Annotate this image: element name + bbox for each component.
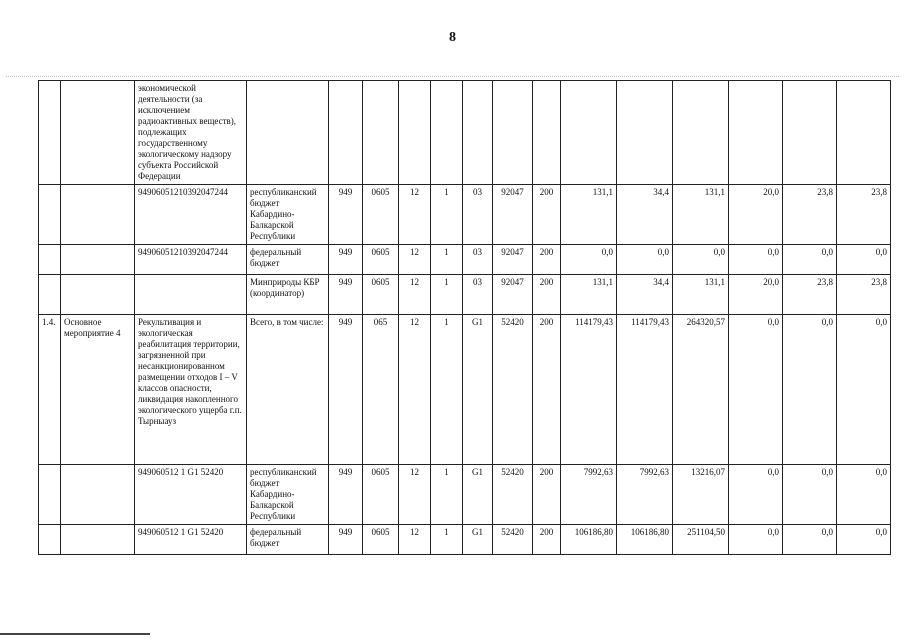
value-6: 0,0 <box>837 465 891 525</box>
program-code <box>399 81 431 185</box>
event-code <box>463 81 493 185</box>
value-5 <box>783 81 837 185</box>
table-row <box>39 465 891 525</box>
funding-source: Всего, в том числе: <box>247 315 329 465</box>
value-3: 13216,07 <box>673 465 729 525</box>
value-3 <box>673 81 729 185</box>
value-5: 0,0 <box>783 245 837 275</box>
value-1: 106186,80 <box>561 525 617 555</box>
grbs-code: 949 <box>329 465 363 525</box>
funding-source <box>247 81 329 185</box>
expense-type-code: 200 <box>533 185 561 245</box>
table-row <box>39 185 891 245</box>
activity-name <box>61 525 135 555</box>
activity-name <box>61 465 135 525</box>
section-code: 0605 <box>363 185 399 245</box>
value-4: 0,0 <box>729 525 783 555</box>
value-5: 0,0 <box>783 315 837 465</box>
subprogram-code: 1 <box>431 465 463 525</box>
value-6: 0,0 <box>837 315 891 465</box>
funding-source: республиканский бюджет Кабардино-Балкарской Республики <box>247 465 329 525</box>
event-code: G1 <box>463 525 493 555</box>
activity-name <box>61 185 135 245</box>
value-1: 131,1 <box>561 275 617 315</box>
value-6: 0,0 <box>837 525 891 555</box>
event-code: 03 <box>463 185 493 245</box>
value-6: 23,8 <box>837 275 891 315</box>
expense-type-code: 200 <box>533 525 561 555</box>
value-2 <box>617 81 673 185</box>
section-code: 0605 <box>363 525 399 555</box>
table-row <box>39 315 891 465</box>
value-2: 34,4 <box>617 185 673 245</box>
grbs-code: 949 <box>329 525 363 555</box>
activity-name <box>61 275 135 315</box>
direction-code: 52420 <box>493 525 533 555</box>
value-5: 0,0 <box>783 525 837 555</box>
event-code: 03 <box>463 245 493 275</box>
activity-name <box>61 245 135 275</box>
value-4: 20,0 <box>729 275 783 315</box>
direction-code: 52420 <box>493 315 533 465</box>
section-code <box>363 81 399 185</box>
activity-code: 949060512 1 G1 52420 <box>135 465 247 525</box>
value-5: 0,0 <box>783 465 837 525</box>
table-row <box>39 245 891 275</box>
value-3: 264320,57 <box>673 315 729 465</box>
grbs-code: 949 <box>329 315 363 465</box>
section-code: 0605 <box>363 275 399 315</box>
table-row <box>39 525 891 555</box>
value-4 <box>729 81 783 185</box>
row-number <box>39 525 61 555</box>
activity-code: 949060512 1 G1 52420 <box>135 525 247 555</box>
value-3: 0,0 <box>673 245 729 275</box>
activity-code: 94906051210392047244 <box>135 185 247 245</box>
value-5: 23,8 <box>783 185 837 245</box>
subprogram-code: 1 <box>431 185 463 245</box>
value-2: 7992,63 <box>617 465 673 525</box>
row-number: 1.4. <box>39 315 61 465</box>
value-3: 251104,50 <box>673 525 729 555</box>
funding-source: республиканский бюджет Кабардино-Балкарской Республики <box>247 185 329 245</box>
program-code: 12 <box>399 315 431 465</box>
row-number <box>39 81 61 185</box>
value-1: 114179,43 <box>561 315 617 465</box>
table-body <box>39 81 891 555</box>
value-2: 34,4 <box>617 275 673 315</box>
direction-code: 92047 <box>493 185 533 245</box>
value-6: 23,8 <box>837 185 891 245</box>
value-4: 0,0 <box>729 315 783 465</box>
value-1 <box>561 81 617 185</box>
activity-code <box>135 275 247 315</box>
event-code: G1 <box>463 465 493 525</box>
expense-type-code <box>533 81 561 185</box>
funding-source: федеральный бюджет <box>247 525 329 555</box>
program-table <box>38 80 891 555</box>
page-number: 8 <box>449 30 456 45</box>
expense-type-code: 200 <box>533 465 561 525</box>
grbs-code: 949 <box>329 275 363 315</box>
program-code: 12 <box>399 185 431 245</box>
scan-dotted-line <box>6 76 899 78</box>
program-code: 12 <box>399 525 431 555</box>
value-1: 0,0 <box>561 245 617 275</box>
table-row <box>39 81 891 185</box>
value-1: 7992,63 <box>561 465 617 525</box>
row-number <box>39 245 61 275</box>
value-4: 0,0 <box>729 245 783 275</box>
grbs-code <box>329 81 363 185</box>
funding-source: федеральный бюджет <box>247 245 329 275</box>
value-2: 114179,43 <box>617 315 673 465</box>
direction-code <box>493 81 533 185</box>
row-number <box>39 465 61 525</box>
value-4: 0,0 <box>729 465 783 525</box>
subprogram-code <box>431 81 463 185</box>
subprogram-code: 1 <box>431 275 463 315</box>
grbs-code: 949 <box>329 185 363 245</box>
direction-code: 92047 <box>493 275 533 315</box>
expense-type-code: 200 <box>533 275 561 315</box>
program-code: 12 <box>399 275 431 315</box>
row-number <box>39 275 61 315</box>
grbs-code: 949 <box>329 245 363 275</box>
value-4: 20,0 <box>729 185 783 245</box>
row-number <box>39 185 61 245</box>
activity-name: Основное мероприятие 4 <box>61 315 135 465</box>
value-5: 23,8 <box>783 275 837 315</box>
activity-name <box>61 81 135 185</box>
subprogram-code: 1 <box>431 525 463 555</box>
section-code: 0605 <box>363 245 399 275</box>
expense-type-code: 200 <box>533 245 561 275</box>
event-code: G1 <box>463 315 493 465</box>
direction-code: 52420 <box>493 465 533 525</box>
value-2: 0,0 <box>617 245 673 275</box>
value-1: 131,1 <box>561 185 617 245</box>
table-row <box>39 275 891 315</box>
activity-code: экономической деятельности (за исключением радиоактивных веществ), подлежащих государственному экологическому надзору субъекта Российской Федерации <box>135 81 247 185</box>
subprogram-code: 1 <box>431 245 463 275</box>
event-code: 03 <box>463 275 493 315</box>
value-2: 106186,80 <box>617 525 673 555</box>
activity-code: 94906051210392047244 <box>135 245 247 275</box>
value-3: 131,1 <box>673 275 729 315</box>
section-code: 065 <box>363 315 399 465</box>
value-6 <box>837 81 891 185</box>
program-code: 12 <box>399 245 431 275</box>
section-code: 0605 <box>363 465 399 525</box>
activity-code: Рекультивация и экологическая реабилитация территории, загрязненной при несанкционированном размещении отходов I – V классов опасности, ликвидация накопленного экологического ущерба г.п. Тырныауз <box>135 315 247 465</box>
direction-code: 92047 <box>493 245 533 275</box>
value-6: 0,0 <box>837 245 891 275</box>
expense-type-code: 200 <box>533 315 561 465</box>
subprogram-code: 1 <box>431 315 463 465</box>
funding-source: Минприроды КБР (координатор) <box>247 275 329 315</box>
footer-line <box>0 633 150 635</box>
value-3: 131,1 <box>673 185 729 245</box>
program-code: 12 <box>399 465 431 525</box>
